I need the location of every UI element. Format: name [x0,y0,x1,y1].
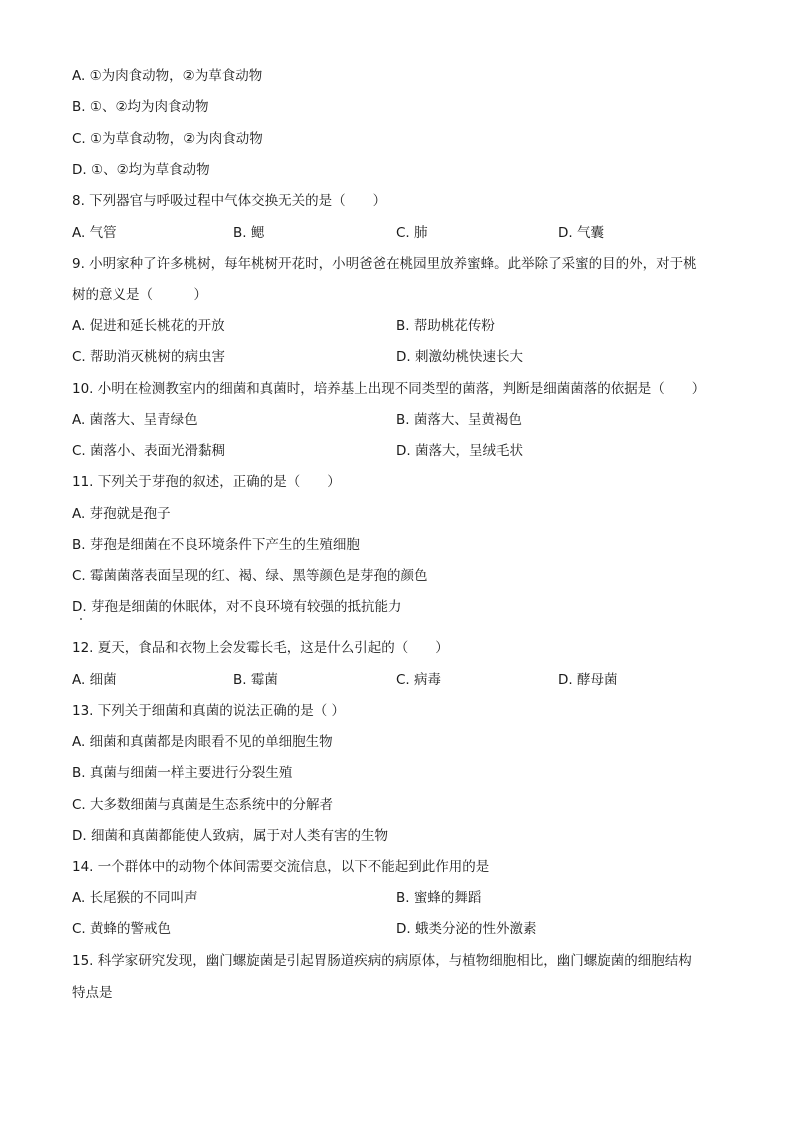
q12-option-d: D. 酵母菌 [558,672,618,688]
q9-option-a: A. 促进和延长桃花的开放 [72,318,225,334]
q8-option-a: A. 气管 [72,225,117,241]
q9-option-c: C. 帮助消灭桃树的病虫害 [72,349,226,365]
q10-option-d: D. 菌落大，呈绒毛状 [396,443,523,459]
q7-option-a: A. ①为肉食动物，②为草食动物 [72,68,263,84]
q14-option-d: D. 蛾类分泌的性外激素 [396,921,537,937]
q11-option-d: D. 芽孢是细菌的休眠体，对不良环境有较强的抵抗能力 [72,599,402,615]
q8-stem: 8. 下列器官与呼吸过程中气体交换无关的是（ ） [72,193,387,209]
q9-stem-line1: 9. 小明家种了许多桃树，每年桃树开花时，小明爸爸在桃园里放养蜜蜂。此举除了采蜜的目的外，对于桃 [72,256,697,272]
q12-option-c: C. 病毒 [396,672,442,688]
q13-option-a: A. 细菌和真菌都是肉眼看不见的单细胞生物 [72,734,333,750]
q10-stem: 10. 小明在检测教室内的细菌和真菌时，培养基上出现不同类型的菌落，判断是细菌菌落的依据是（ ） [72,381,706,397]
q14-option-b: B. 蜜蜂的舞蹈 [396,890,482,906]
q8-option-d: D. 气囊 [558,225,604,241]
q9-option-b: B. 帮助桃花传粉 [396,318,495,334]
q10-option-c: C. 菌落小、表面光滑黏稠 [72,443,226,459]
stray-dot [80,618,82,620]
q11-stem: 11. 下列关于芽孢的叙述，正确的是（ ） [72,474,341,490]
q7-option-c: C. ①为草食动物，②为肉食动物 [72,131,263,147]
q9-stem-line2: 树的意义是（ ） [72,287,207,303]
q15-stem-line1: 15. 科学家研究发现，幽门螺旋菌是引起胃肠道疾病的病原体，与植物细胞相比，幽门螺旋菌的细胞结构 [72,953,692,969]
q13-option-b: B. 真菌与细菌一样主要进行分裂生殖 [72,765,293,781]
q8-option-b: B. 鳃 [233,225,265,241]
q12-option-b: B. 霉菌 [233,672,278,688]
q14-option-a: A. 长尾猴的不同叫声 [72,890,198,906]
q12-stem: 12. 夏天，食品和衣物上会发霉长毛，这是什么引起的（ ） [72,640,449,656]
q14-option-c: C. 黄蜂的警戒色 [72,921,172,937]
q11-option-b: B. 芽孢是细菌在不良环境条件下产生的生殖细胞 [72,537,360,553]
q13-option-c: C. 大多数细菌与真菌是生态系统中的分解者 [72,797,334,813]
q12-option-a: A. 细菌 [72,672,117,688]
q13-option-d: D. 细菌和真菌都能使人致病，属于对人类有害的生物 [72,828,388,844]
q8-option-c: C. 肺 [396,225,428,241]
q7-option-d: D. ①、②均为草食动物 [72,162,210,178]
q11-option-a: A. 芽孢就是孢子 [72,506,171,522]
q13-stem: 13. 下列关于细菌和真菌的说法正确的是（ ） [72,703,346,719]
q15-stem-line2: 特点是 [72,985,113,1001]
q9-option-d: D. 刺激幼桃快速长大 [396,349,523,365]
q14-stem: 14. 一个群体中的动物个体间需要交流信息，以下不能起到此作用的是 [72,859,490,875]
q7-option-b: B. ①、②均为肉食动物 [72,99,209,115]
q11-option-c: C. 霉菌菌落表面呈现的红、褐、绿、黑等颜色是芽孢的颜色 [72,568,428,584]
q10-option-b: B. 菌落大、呈黄褐色 [396,412,522,428]
q10-option-a: A. 菌落大、呈青绿色 [72,412,198,428]
